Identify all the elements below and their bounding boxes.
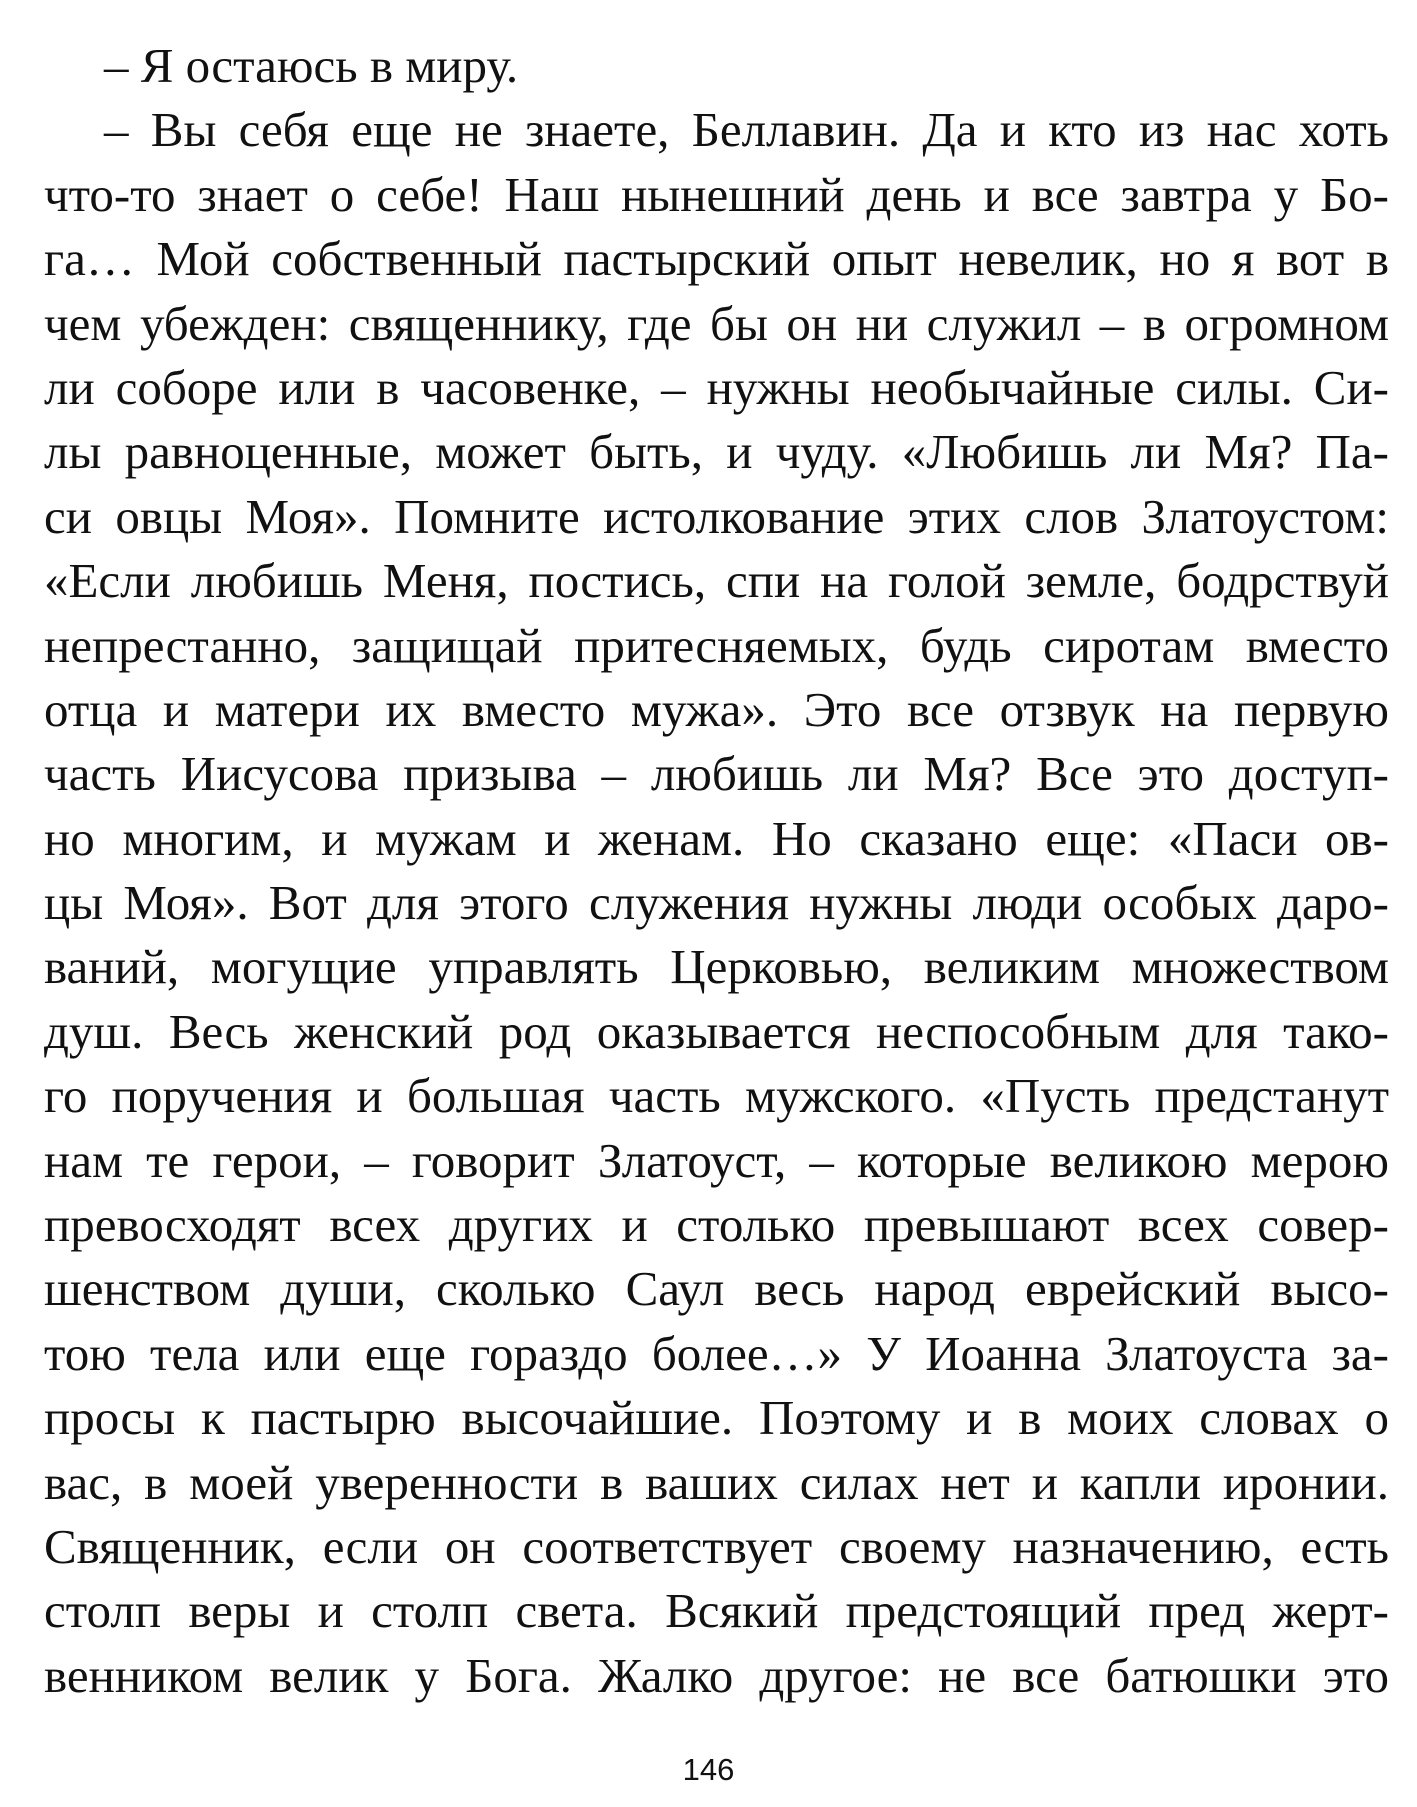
text-line: – Я остаюсь в миру. — [104, 38, 519, 93]
text-line: часть Иисусова призыва – любишь ли Мя? Все это доступ- — [44, 746, 1389, 802]
text-line: лы равноценные, может быть, и чуду. «Любишь ли Мя? Па- — [44, 424, 1389, 480]
text-line: превосходят всех других и столько превышают всех совер- — [44, 1197, 1389, 1253]
text-line: душ. Весь женский род оказывается неспособным для тако- — [44, 1003, 1389, 1059]
text-line: венником велик у Бога. Жалко другое: не все батюшки это — [44, 1647, 1389, 1703]
text-line: «Если любишь Меня, постись, спи на голой земле, бодрствуй — [44, 553, 1389, 609]
text-line: ваний, могущие управлять Церковью, великим множеством — [44, 939, 1389, 995]
text-line: го поручения и большая часть мужского. «Пусть предстанут — [44, 1068, 1389, 1124]
text-line: тою тела или еще гораздо более…» У Иоанна Златоуста за- — [44, 1325, 1389, 1381]
text-line: ли соборе или в часовенке, – нужны необычайные силы. Си- — [44, 359, 1389, 415]
text-line: вас, в моей уверенности в ваших силах нет и капли иронии. — [44, 1454, 1389, 1510]
text-line: но многим, и мужам и женам. Но сказано еще: «Паси ов- — [44, 810, 1389, 866]
text-line: Священник, если он соответствует своему назначению, есть — [44, 1518, 1389, 1574]
text-line: шенством души, сколько Саул весь народ еврейский высо- — [44, 1261, 1389, 1317]
page-number: 146 — [682, 1752, 735, 1787]
text-line: что-то знает о себе! Наш нынешний день и все завтра у Бо- — [44, 166, 1389, 222]
text-line: нам те герои, – говорит Златоуст, – которые великою мерою — [44, 1132, 1389, 1188]
text-line: цы Моя». Вот для этого служения нужны люди особых даро- — [44, 875, 1389, 931]
text-line: – Вы себя еще не знаете, Беллавин. Да и кто из нас хоть — [104, 102, 1389, 158]
body-text — [44, 34, 1389, 1708]
text-line: си овцы Моя». Помните истолкование этих слов Златоустом: — [44, 488, 1389, 544]
text-line: просы к пастырю высочайшие. Поэтому и в моих словах о — [44, 1390, 1389, 1446]
text-line: га… Мой собственный пастырский опыт невелик, но я вот в — [44, 231, 1389, 287]
text-line: отца и матери их вместо мужа». Это все отзвук на первую — [44, 681, 1389, 737]
text-line: непрестанно, защищай притесняемых, будь сиротам вместо — [44, 617, 1389, 673]
text-line: столп веры и столп света. Всякий предстоящий пред жерт- — [44, 1583, 1389, 1639]
text-line: чем убежден: священнику, где бы он ни служил – в огромном — [44, 295, 1389, 351]
